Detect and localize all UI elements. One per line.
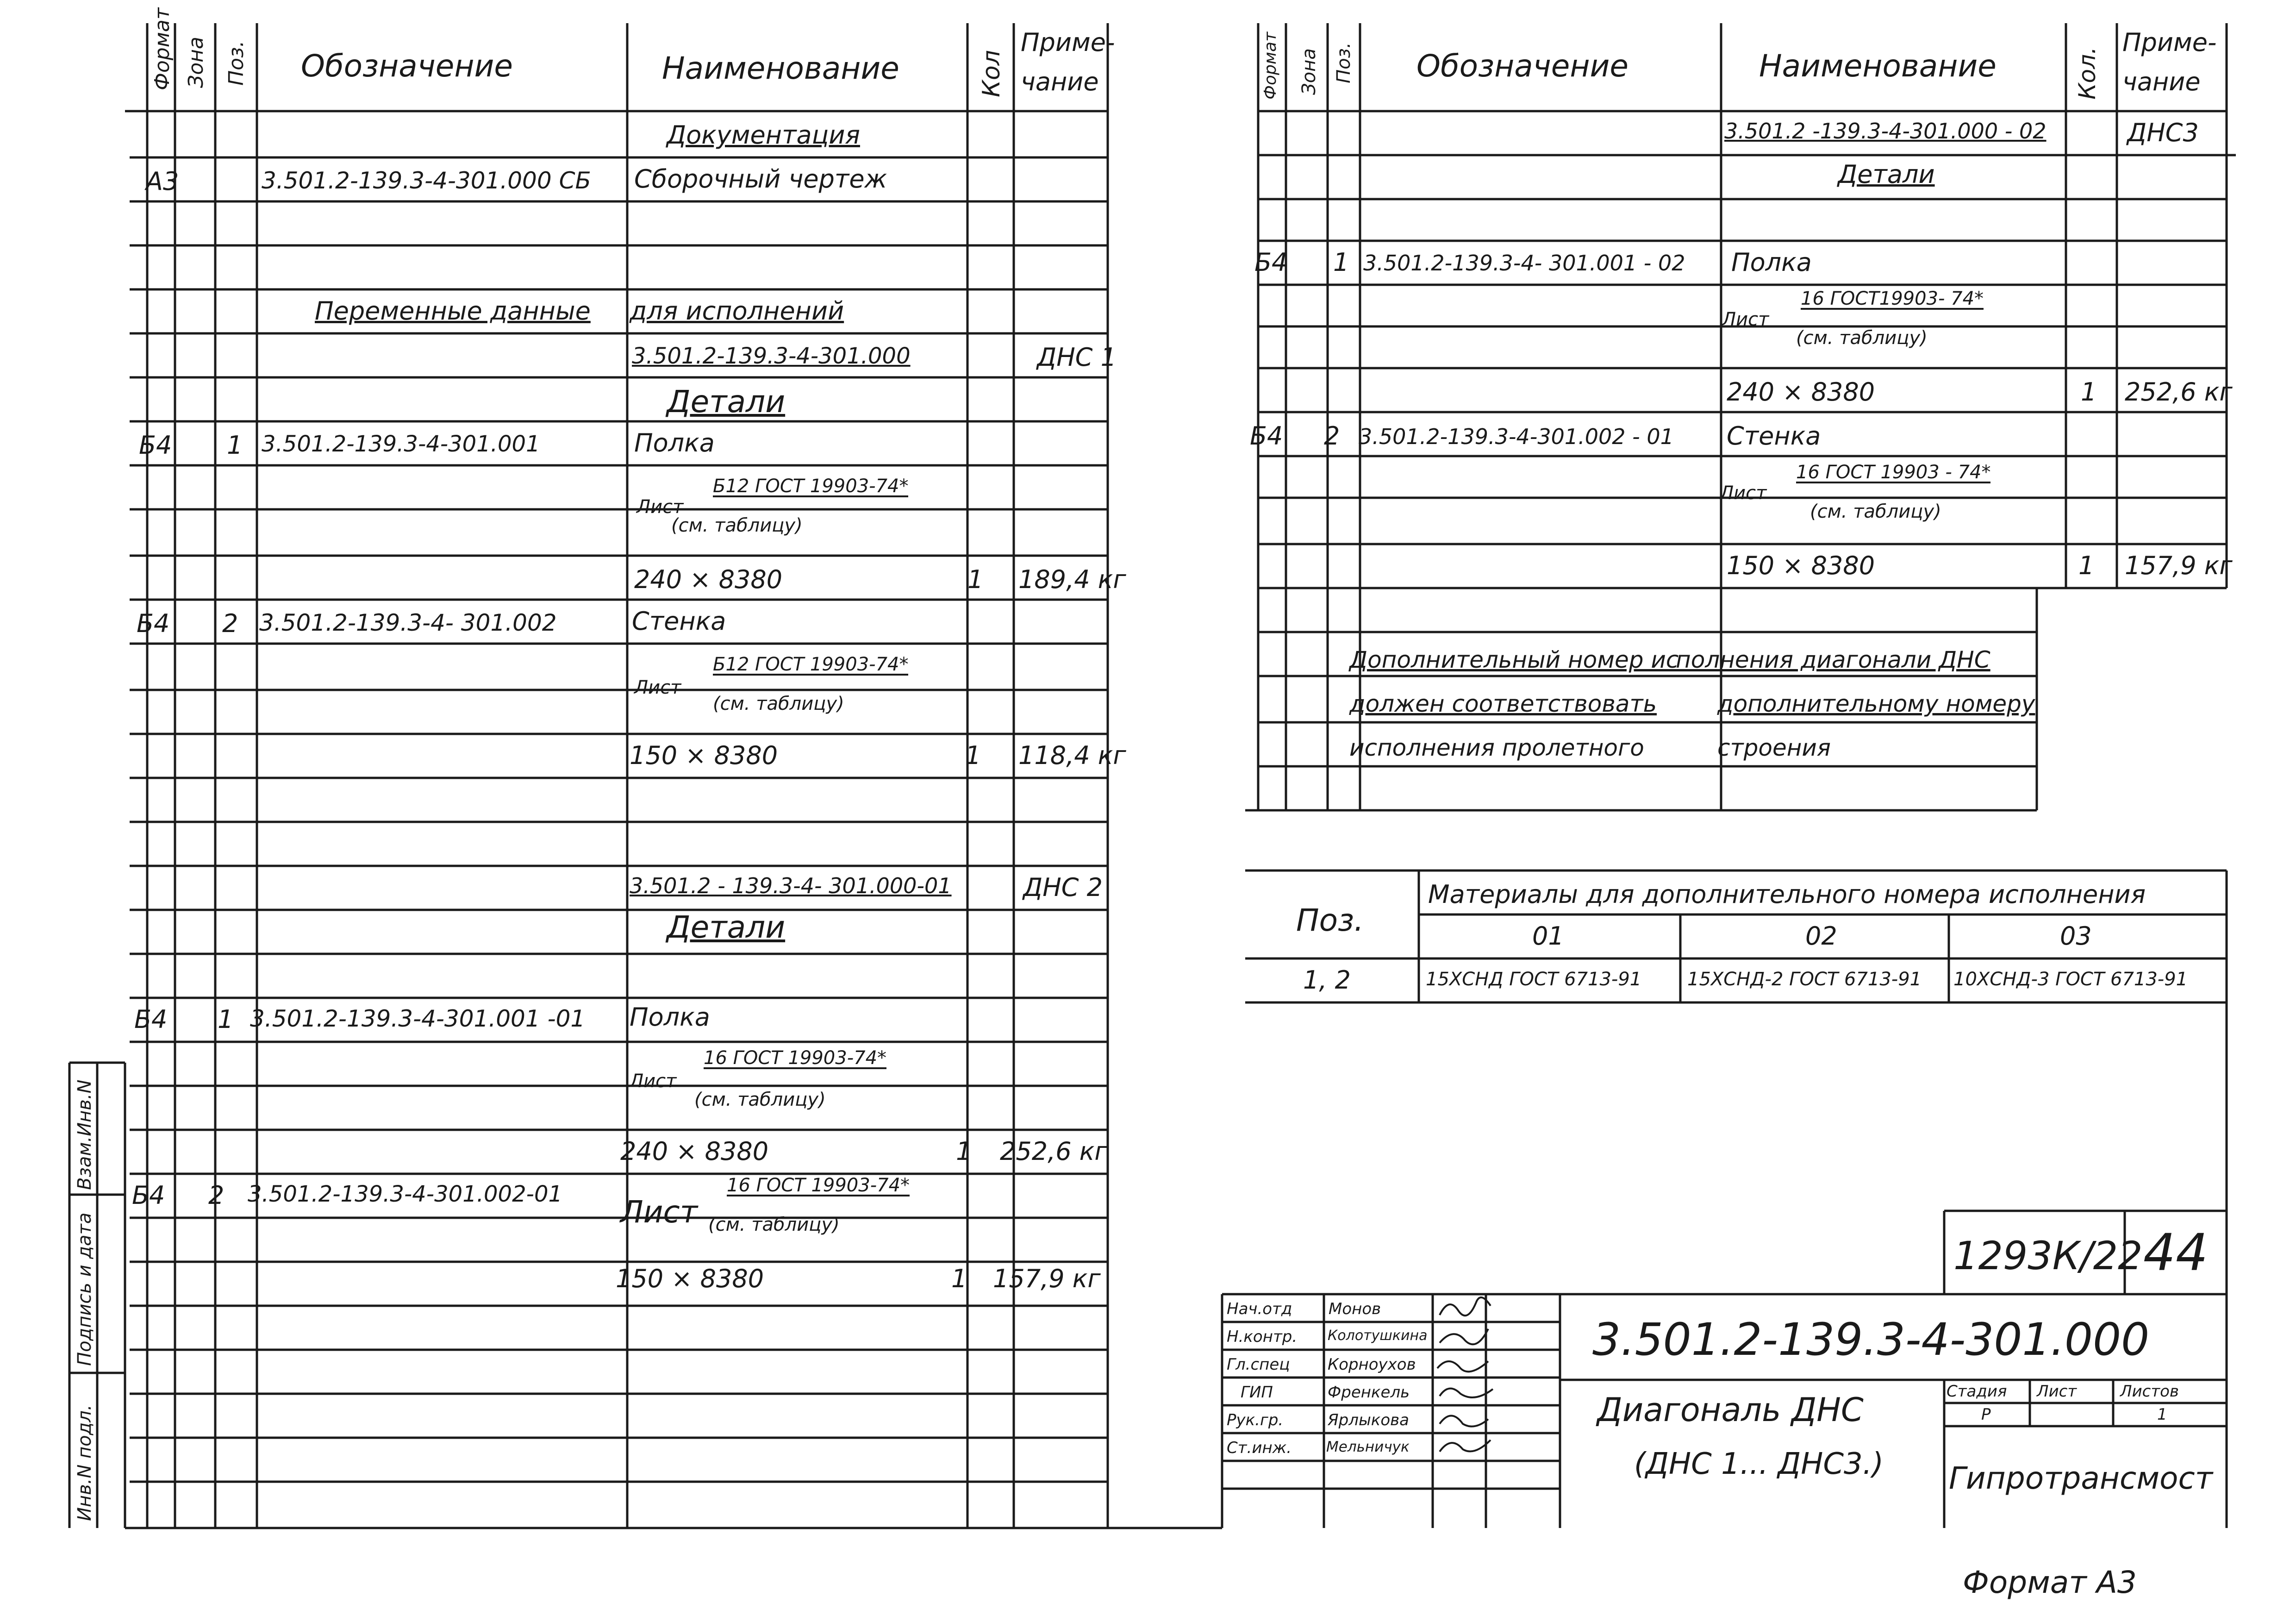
right-r2-name: Стенка — [1727, 421, 1821, 451]
note-line-2a: должен соответствовать — [1349, 690, 1657, 717]
header-format: Формат — [150, 7, 174, 90]
right-header-note-1: Приме- — [2122, 28, 2217, 57]
dns2-code: 3.501.2 - 139.3-4- 301.000-01 — [630, 873, 952, 898]
r3-sheet-bottom: (см. таблицу) — [694, 1089, 826, 1110]
r2-size: 150 × 8380 — [630, 741, 778, 770]
tb-sheets: 1 — [2157, 1405, 2167, 1424]
materials-row-pos: 1, 2 — [1303, 965, 1351, 995]
r3-sheet-word: Лист — [630, 1071, 677, 1092]
r2-qty: 1 — [965, 741, 981, 770]
r2-code: 3.501.2-139.3-4- 301.002 — [259, 609, 557, 636]
r1-sheet-word: Лист — [636, 496, 684, 518]
right-r1-code: 3.501.2-139.3-4- 301.001 - 02 — [1363, 251, 1685, 276]
tb-name-line-1: Диагональ ДНС — [1597, 1391, 1864, 1429]
r4-qty: 1 — [951, 1264, 967, 1293]
tb-role-3: ГИП — [1241, 1383, 1273, 1402]
right-r2-format: Б4 — [1250, 421, 1283, 451]
right-header-note-2: чание — [2122, 67, 2201, 96]
r3-pos: 1 — [218, 1005, 234, 1034]
right-header-format: Формат — [1261, 31, 1280, 100]
header-designation: Обозначение — [301, 48, 513, 84]
r4-sheet-top: 16 ГОСТ 19903-74* — [727, 1175, 910, 1196]
note-line-1a: Дополнительный номер ис — [1349, 646, 1679, 673]
tb-sheet-no: 44 — [2143, 1223, 2208, 1282]
tb-name-line-2: (ДНС 1... ДНС3.) — [1634, 1447, 1884, 1481]
right-section-details: Детали — [1838, 160, 1935, 189]
tb-sheet-label: Лист — [2037, 1382, 2077, 1401]
tb-name-5: Мельничук — [1326, 1439, 1410, 1455]
r2-sheet-bottom: (см. таблицу) — [713, 693, 844, 714]
right-r1-pos: 1 — [1333, 248, 1349, 277]
r2-format: Б4 — [137, 609, 170, 638]
stamp-inv-sub: Инв.N подл. — [74, 1404, 95, 1521]
materials-pos-header: Поз. — [1296, 902, 1364, 938]
tb-role-4: Рук.гр. — [1227, 1411, 1284, 1429]
materials-col-3: 03 — [2060, 921, 2092, 951]
tb-stage: Р — [1981, 1405, 1991, 1424]
right-header-pos: Поз. — [1333, 42, 1354, 83]
r1-size: 240 × 8380 — [634, 565, 783, 594]
r3-size: 240 × 8380 — [620, 1137, 769, 1166]
tb-name-4: Ярлыкова — [1328, 1411, 1409, 1429]
note-line-2b: дополнительному номеру — [1717, 690, 2035, 717]
tb-role-5: Ст.инж. — [1227, 1439, 1292, 1457]
tb-role-2: Гл.спец — [1227, 1355, 1290, 1374]
right-r2-sheet-bottom: (см. таблицу) — [1810, 501, 1941, 522]
right-header-designation: Обозначение — [1416, 48, 1628, 84]
header-zone: Зона — [184, 37, 208, 88]
r1-sheet-bottom: (см. таблицу) — [671, 515, 803, 536]
r4-sheet-bottom: (см. таблицу) — [708, 1214, 840, 1235]
assembly-code: 3.501.2-139.3-4-301.000 СБ — [262, 167, 591, 194]
r4-mass: 157,9 кг — [993, 1264, 1101, 1293]
materials-m3: 10ХСНД-3 ГОСТ 6713-91 — [1953, 969, 2188, 990]
dns1-note: ДНС 1 — [1037, 343, 1117, 372]
tb-name-0: Монов — [1329, 1300, 1381, 1318]
r4-name: Лист — [620, 1194, 698, 1230]
right-r1-format: Б4 — [1254, 248, 1288, 277]
header-note-1: Приме- — [1021, 28, 1115, 57]
r2-pos: 2 — [222, 609, 238, 638]
tb-designation: 3.501.2-139.3-4-301.000 — [1592, 1314, 2150, 1365]
dns2-note: ДНС 2 — [1023, 873, 1103, 902]
section-details-2: Детали — [667, 909, 786, 945]
tb-sheet-code: 1293К/22 — [1953, 1233, 2143, 1278]
r1-sheet-top: Б12 ГОСТ 19903-74* — [713, 476, 909, 497]
header-name: Наименование — [662, 50, 899, 86]
r3-code: 3.501.2-139.3-4-301.001 -01 — [250, 1005, 586, 1032]
materials-col-1: 01 — [1532, 921, 1564, 951]
r1-code: 3.501.2-139.3-4-301.001 — [262, 431, 540, 457]
note-line-3b: строения — [1717, 734, 1831, 761]
r4-size: 150 × 8380 — [616, 1264, 764, 1293]
right-r1-name: Полка — [1731, 248, 1812, 277]
header-pos: Поз. — [225, 40, 248, 86]
right-r1-sheet-top: 16 ГОСТ19903- 74* — [1801, 288, 1984, 309]
right-r2-sheet-top: 16 ГОСТ 19903 - 74* — [1796, 462, 1991, 483]
tb-stage-label: Стадия — [1947, 1382, 2007, 1401]
r2-mass: 118,4 кг — [1018, 741, 1126, 770]
right-r1-sheet-bottom: (см. таблицу) — [1796, 327, 1928, 349]
r2-name: Стенка — [632, 607, 726, 636]
header-note-2: чание — [1021, 67, 1099, 96]
materials-col-2: 02 — [1805, 921, 1837, 951]
right-r1-size: 240 × 8380 — [1727, 377, 1875, 407]
dns1-code: 3.501.2-139.3-4-301.000 — [632, 343, 911, 369]
r3-qty: 1 — [956, 1137, 972, 1166]
tb-role-1: Н.контр. — [1227, 1328, 1298, 1346]
right-r2-mass: 157,9 кг — [2125, 551, 2233, 580]
right-r2-code: 3.501.2-139.3-4-301.002 - 01 — [1359, 424, 1674, 449]
right-r2-qty: 1 — [2078, 551, 2095, 580]
r3-mass: 252,6 кг — [1000, 1137, 1108, 1166]
note-line-1b: полнения диагонали ДНС — [1676, 646, 1990, 673]
r1-pos: 1 — [227, 431, 243, 460]
r3-sheet-top: 16 ГОСТ 19903-74* — [704, 1047, 887, 1069]
tb-name-1: Колотушкина — [1328, 1328, 1428, 1344]
stamp-sign-date: Подпись и дата — [74, 1212, 95, 1366]
r4-format: Б4 — [132, 1181, 165, 1210]
a3-format: А3 — [146, 167, 179, 196]
right-r1-mass: 252,6 кг — [2125, 377, 2233, 407]
right-header-name: Наименование — [1759, 48, 1997, 84]
tb-sheets-label: Листов — [2120, 1382, 2179, 1401]
header-qty: Кол — [978, 50, 1005, 97]
materials-m2: 15ХСНД-2 ГОСТ 6713-91 — [1687, 969, 1922, 990]
variable-data-2: для исполнений — [630, 296, 844, 326]
r1-qty: 1 — [967, 565, 984, 594]
materials-m1: 15ХСНД ГОСТ 6713-91 — [1426, 969, 1642, 990]
format-note: Формат А3 — [1963, 1565, 2137, 1600]
section-details-1: Детали — [667, 384, 786, 420]
materials-title: Материалы для дополнительного номера исполнения — [1428, 880, 2146, 909]
r4-pos: 2 — [208, 1181, 225, 1210]
signatures — [1437, 1297, 1493, 1452]
right-r2-size: 150 × 8380 — [1727, 551, 1875, 580]
tb-name-2: Корноухов — [1328, 1355, 1416, 1374]
tb-role-0: Нач.отд — [1227, 1300, 1292, 1318]
dns3-note: ДНС3 — [2127, 118, 2199, 147]
r2-sheet-word: Лист — [634, 677, 681, 698]
right-header-zone: Зона — [1298, 48, 1320, 95]
r2-sheet-top: Б12 ГОСТ 19903-74* — [713, 654, 909, 675]
section-documentation: Документация — [667, 120, 860, 150]
tb-name-3: Френкель — [1328, 1383, 1410, 1402]
dns3-code: 3.501.2 -139.3-4-301.000 - 02 — [1724, 119, 2046, 144]
right-header-qty: Кол. — [2074, 47, 2101, 100]
stamp-replace-inv: Взам.Инв.N — [74, 1079, 95, 1190]
r3-format: Б4 — [134, 1005, 168, 1034]
variable-data-1: Переменные данные — [315, 296, 591, 326]
r1-mass: 189,4 кг — [1018, 565, 1126, 594]
r1-format: Б4 — [139, 431, 172, 460]
assembly-name: Сборочный чертеж — [634, 164, 887, 194]
right-r1-qty: 1 — [2081, 377, 2097, 407]
right-r1-sheet-word: Лист — [1722, 309, 1769, 330]
r4-code: 3.501.2-139.3-4-301.002-01 — [248, 1181, 563, 1207]
right-r2-sheet-word: Лист — [1720, 482, 1767, 504]
note-line-3a: исполнения пролетного — [1349, 734, 1644, 761]
r3-name: Полка — [630, 1002, 710, 1032]
right-r2-pos: 2 — [1324, 421, 1340, 451]
r1-name: Полка — [634, 428, 715, 457]
tb-org: Гипротрансмост — [1949, 1460, 2213, 1496]
